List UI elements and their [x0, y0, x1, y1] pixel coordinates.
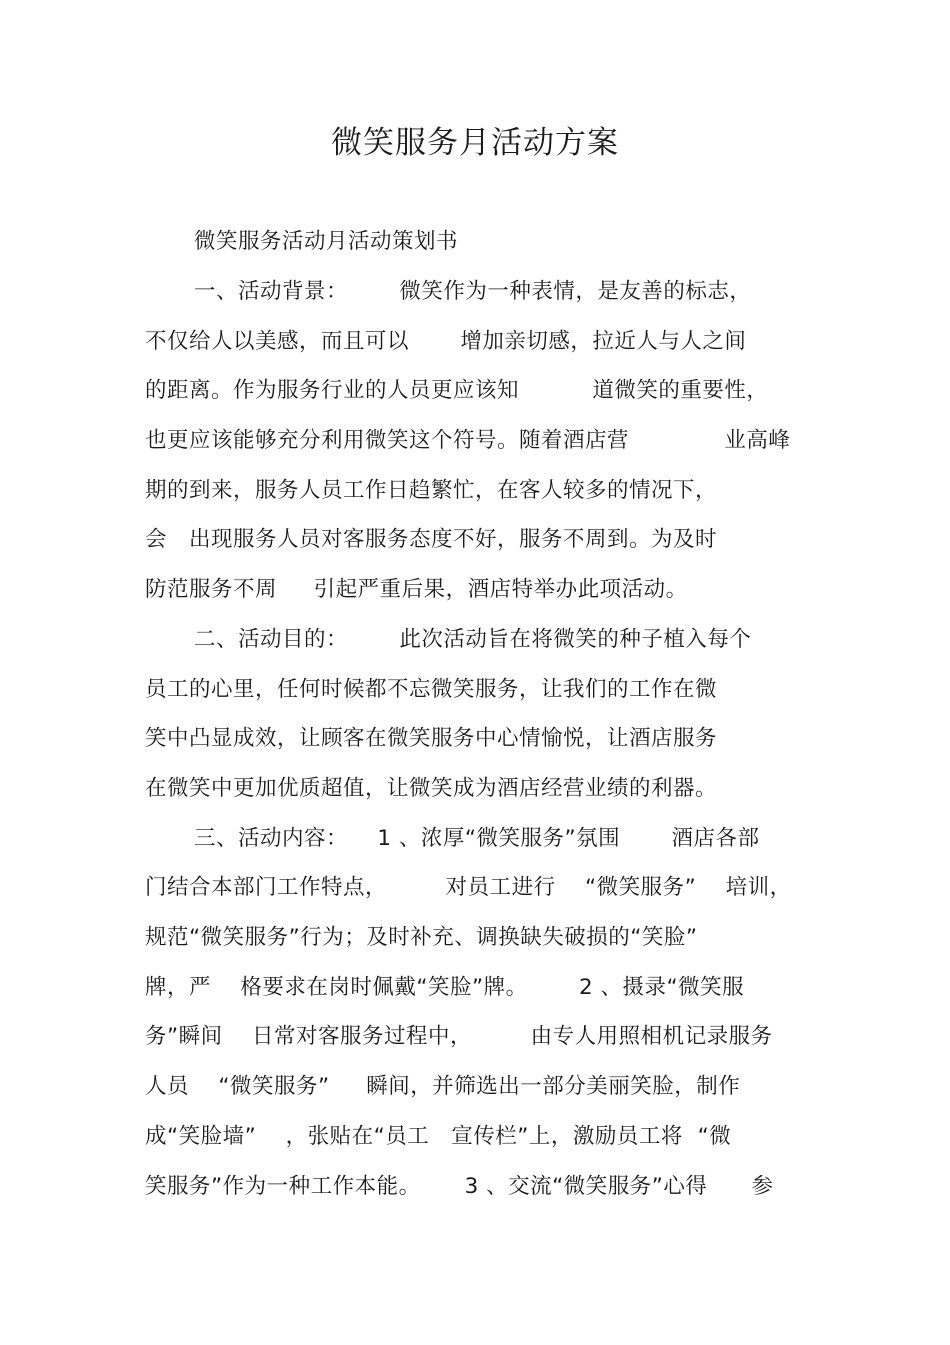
- paragraph-line: 三、活动内容： 1 、浓厚“微笑服务”氛围 酒店各部: [194, 826, 760, 851]
- paragraph-line: 会 出现服务人员对客服务态度不好，服务不周到。为及时: [145, 527, 718, 552]
- paragraph-line: 规范“微笑服务”行为；及时补充、调换缺失破损的“笑脸”: [145, 925, 698, 950]
- paragraph-line: 务”瞬间 日常对客服务过程中， 由专人用照相机记录服务: [145, 1024, 773, 1049]
- paragraph-line: 期的到来，服务人员工作日趋繁忙，在客人较多的情况下，: [145, 478, 718, 503]
- paragraph-line: 人员 “微笑服务” 瞬间，并筛选出一部分美丽笑脸，制作: [145, 1074, 741, 1099]
- paragraph-line: 不仅给人以美感，而且可以 增加亲切感，拉近人与人之间: [145, 329, 747, 354]
- paragraph-line: 二、活动目的： 此次活动旨在将微笑的种子植入每个: [194, 627, 752, 652]
- paragraph-line: 也更应该能够充分利用微笑这个符号。随着酒店营 业高峰: [145, 428, 791, 453]
- subtitle-line: 微笑服务活动月活动策划书: [194, 229, 459, 254]
- paragraph-line: 牌，严 格要求在岗时佩戴“笑脸”牌。 2 、摄录“微笑服: [145, 975, 745, 1000]
- paragraph-line: 的距离。作为服务行业的人员更应该知 道微笑的重要性，: [145, 378, 769, 403]
- paragraph-line: 防范服务不周 引起严重后果，酒店特举办此项活动。: [145, 577, 688, 602]
- paragraph-line: 笑中凸显成效，让顾客在微笑服务中心情愉悦，让酒店服务: [145, 726, 718, 751]
- paragraph-line: 门结合本部门工作特点， 对员工进行 “微笑服务” 培训，: [145, 875, 792, 900]
- paragraph-line: 成“笑脸墙” ，张贴在“员工 宣传栏”上，激励员工将 “微: [145, 1124, 732, 1149]
- paragraph-line: 在微笑中更加优质超值，让微笑成为酒店经营业绩的利器。: [145, 776, 718, 801]
- paragraph-line: 员工的心里，任何时候都不忘微笑服务，让我们的工作在微: [145, 677, 718, 702]
- paragraph-line: 笑服务”作为一种工作本能。 3 、交流“微笑服务”心得 参: [145, 1174, 774, 1199]
- paragraph-line: 一、活动背景： 微笑作为一种表情，是友善的标志，: [194, 279, 752, 304]
- document-title: 微笑服务月活动方案: [331, 125, 619, 161]
